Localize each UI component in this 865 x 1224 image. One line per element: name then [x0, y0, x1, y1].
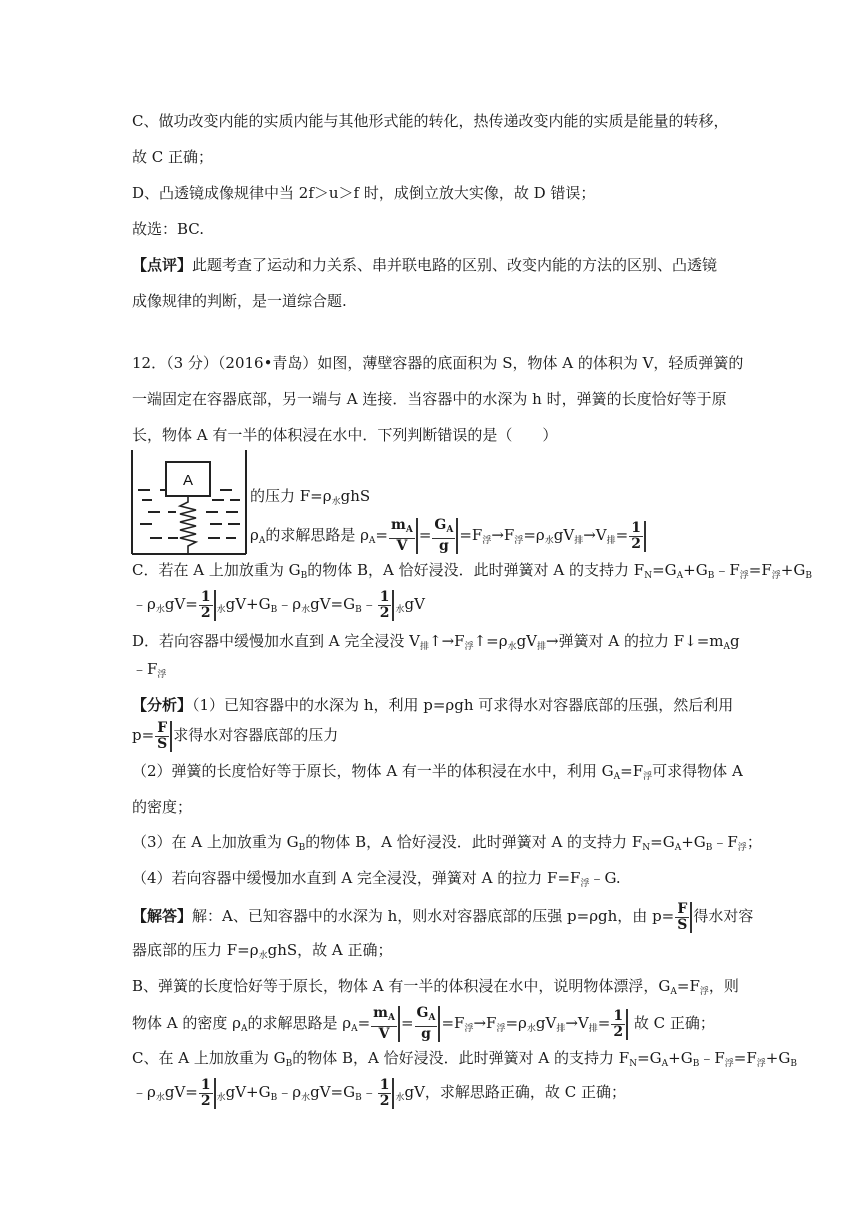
solution-line3: B、弹簧的长度恰好等于原长，物体 A 有一半的体积浸在水中，说明物体漂浮，$G_A=F_浮$，则 — [132, 977, 739, 997]
option-a-text: 的压力 $F=\rho_水ghS$ — [250, 487, 371, 507]
fraction-mA-over-V: $\frac{m_A}{V}$ — [389, 518, 418, 554]
comment-text-1: 此题考查了运动和力关系、串并联电路的区别、改变内能的方法的区别、凸透镜 — [192, 256, 718, 274]
solution-line1: 【解答】解：A、已知容器中的水深为 h，则水对容器底部的压强 p=ρgh，由 p= $\frac{F}{S}$ 得水对容 — [132, 900, 754, 933]
option-c-explanation-line1: C、做功改变内能的实质内能与其他形式能的转化，热传递改变内能的实质是能量的转移， — [132, 112, 729, 130]
question-12-line2: 一端固定在容器底部，另一端与 A 连接．当容器中的水深为 h 时，弹簧的长度恰好等于原 — [132, 390, 727, 408]
option-d-line2: $﹣F_浮$ — [132, 660, 167, 680]
solution-line6: $﹣\rho_水gV=$ $\frac{1}{2}$ $_水gV+G_B﹣\rho_水gV=G_B﹣$ $\frac{1}{2}$ $_水$gV，求解思路正确，故 C 正确； — [132, 1076, 626, 1109]
fraction-GA-over-g: $\frac{G_A}{g}$ — [415, 1006, 441, 1042]
option-c-explanation-line2: 故 C 正确； — [132, 148, 214, 166]
question-12-line1: 12．（3 分）（2016•青岛）如图，薄壁容器的底面积为 S，物体 A 的体积为 V，轻质弹簧的 — [132, 354, 744, 372]
solution-tag: 【解答】 — [132, 907, 193, 925]
fraction-one-half: $\frac{1}{2}$ — [199, 590, 216, 621]
option-b-text: $\rho_A$的求解思路是 $\rho_A=$ $\frac{m_A}{V}$ = $\frac{G_A}{g}$ $=F_浮\to F_浮=\rho_水gV_排\to V_排=$ $\frac{1}{2}$ — [250, 518, 647, 556]
fraction-F-over-S: $\frac{F}{S}$ — [155, 721, 172, 752]
option-c-line1: C．若在 A 上加放重为 $G_B$的物体 B，A 恰好浸没．此时弹簧对 A 的支持力 $F_N=G_A+G_B﹣F_浮=F_浮+G_B$ — [132, 561, 812, 581]
comment-line2: 成像规律的判断，是一道综合题. — [132, 292, 347, 310]
analysis-tag: 【分析】 — [132, 696, 193, 714]
fraction-one-half: $\frac{1}{2}$ — [378, 1078, 395, 1109]
analysis-line1: 【分析】（1）已知容器中的水深为 h，利用 p=ρgh 可求得水对容器底部的压强，然后利用 — [132, 696, 734, 714]
fraction-mA-over-V: $\frac{m_A}{V}$ — [371, 1006, 400, 1042]
solution-line5: C、在 A 上加放重为 $G_B$的物体 B，A 恰好浸没．此时弹簧对 A 的支持力 $F_N=G_A+G_B﹣F_浮=F_浮+G_B$ — [132, 1049, 797, 1069]
fraction-F-over-S: $\frac{F}{S}$ — [675, 902, 692, 933]
solution-line4: 物体 A 的密度 $\rho_A$的求解思路是 $\rho_A=$ $\frac{m_A}{V}$ = $\frac{G_A}{g}$ $=F_浮\to F_浮=\rho_水gV_排\to V_排=$ $\frac{1}{2}$ 故 C 正确； — [132, 1005, 715, 1042]
option-c-line2: $﹣\rho_水gV=$ $\frac{1}{2}$ $_水gV+G_B﹣\rho_水gV=G_B﹣$ $\frac{1}{2}$ $_水$gV — [132, 588, 425, 621]
analysis-line6: （4）若向容器中缓慢加水直到 A 完全浸没，弹簧对 A 的拉力 $F=F_浮﹣G$. — [132, 869, 621, 889]
analysis-line2: p= $\frac{F}{S}$ 求得水对容器底部的压力 — [132, 719, 339, 752]
block-a-label: A — [182, 472, 194, 489]
container-spring-figure — [128, 446, 250, 558]
analysis-line4: 的密度； — [132, 798, 193, 816]
option-d-explanation: D、凸透镜成像规律中当 2f＞u＞f 时，成倒立放大实像，故 D 错误； — [132, 184, 596, 202]
solution-line2: 器底部的压力 $F=\rho_水ghS$，故 A 正确； — [132, 941, 393, 961]
comment-tag: 【点评】 — [132, 256, 193, 274]
fraction-GA-over-g: $\frac{G_A}{g}$ — [432, 518, 458, 554]
fraction-one-half: $\frac{1}{2}$ — [629, 521, 646, 552]
analysis-line3: （2）弹簧的长度恰好等于原长，物体 A 有一半的体积浸在水中，利用 $G_A=F_浮$可求得物体 A — [132, 762, 743, 782]
fraction-one-half: $\frac{1}{2}$ — [199, 1078, 216, 1109]
question-12-line3: 长，物体 A 有一半的体积浸在水中．下列判断错误的是（ ） — [132, 426, 558, 444]
fraction-one-half: $\frac{1}{2}$ — [611, 1009, 628, 1040]
answer-line: 故选：BC. — [132, 220, 205, 238]
option-d-line1: D．若向容器中缓慢加水直到 A 完全浸没 $V_排↑\to F_浮↑=\rho_水gV_排\to$弹簧对 A 的拉力 $F↓=m_Ag$ — [132, 632, 740, 652]
analysis-line5: （3）在 A 上加放重为 $G_B$的物体 B，A 恰好浸没．此时弹簧对 A 的支持力 $F_N=G_A+G_B﹣F_浮$； — [132, 833, 762, 853]
comment-line1 — [132, 255, 717, 275]
fraction-one-half: $\frac{1}{2}$ — [378, 590, 395, 621]
